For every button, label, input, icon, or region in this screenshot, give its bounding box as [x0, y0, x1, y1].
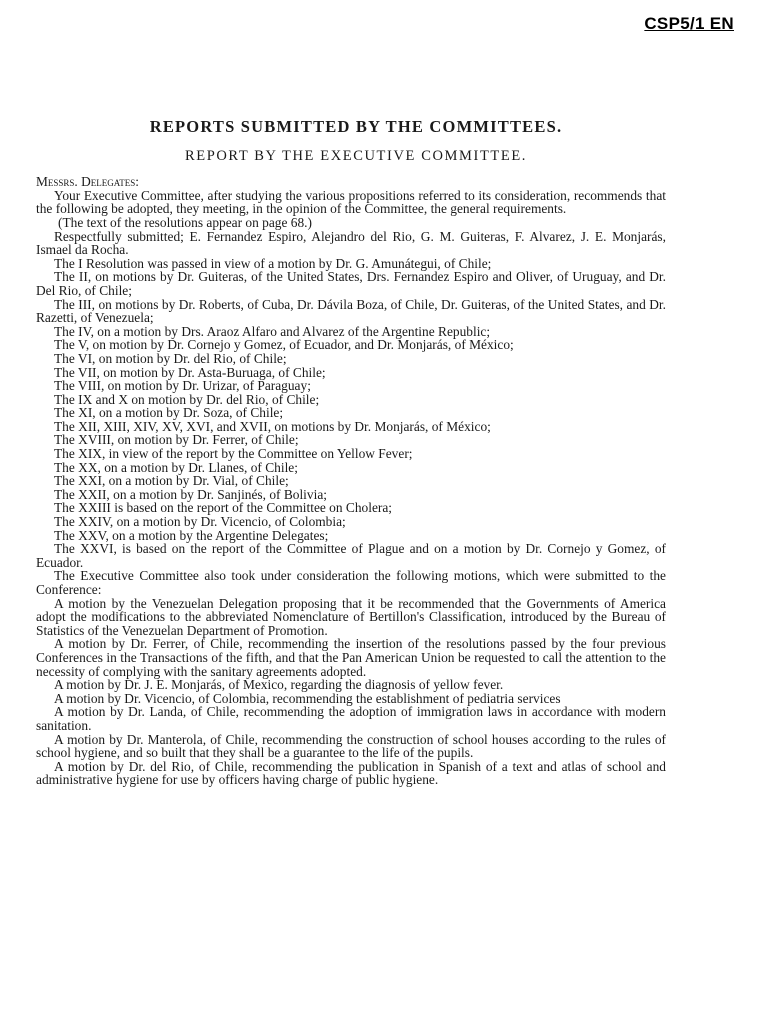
- body-paragraph: The XXII, on a motion by Dr. Sanjinés, of Bolivia;: [54, 486, 327, 502]
- body-paragraph: A motion by Dr. Vicencio, of Colombia, recommending the establishment of pediatria services: [54, 690, 561, 706]
- body-paragraph: The V, on motion by Dr. Cornejo y Gomez, of Ecuador, and Dr. Monjarás, of México;: [54, 337, 514, 353]
- body-paragraph: The IX and X on motion by Dr. del Rio, of Chile;: [54, 391, 320, 407]
- document-code: CSP5/1 EN: [644, 14, 734, 33]
- body-paragraph: The XIX, in view of the report by the Committee on Yellow Fever;: [54, 446, 413, 462]
- body-paragraph: The XI, on a motion by Dr. Soza, of Chile;: [54, 405, 284, 421]
- body-paragraph: The XX, on a motion by Dr. Llanes, of Chile;: [54, 459, 298, 475]
- body-paragraph: The XII, XIII, XIV, XV, XVI, and XVII, on motions by Dr. Monjarás, of México;: [54, 418, 491, 434]
- body-paragraph: Respectfully submitted; E. Fernandez Espiro, Alejandro del Rio, G. M. Guiteras, F. Alvarez, J. E. Monjarás, Ismael da Rocha.: [36, 228, 666, 258]
- body-paragraph: The VI, on motion by Dr. del Rio, of Chile;: [54, 350, 287, 366]
- body-paragraph: The VIII, on motion by Dr. Urizar, of Paraguay;: [54, 378, 311, 394]
- body-paragraph: The VII, on motion by Dr. Asta-Buruaga, of Chile;: [54, 364, 326, 380]
- body-paragraph: (The text of the resolutions appear on page 68.): [58, 214, 312, 230]
- body-paragraph: The XXV, on a motion by the Argentine Delegates;: [54, 527, 329, 543]
- body-paragraph: A motion by Dr. Landa, of Chile, recommending the adoption of immigration laws in accordance with modern sanitation.: [36, 704, 666, 733]
- body-paragraph: The II, on motions by Dr. Guiteras, of the United States, Drs. Fernandez Espiro and Oliver, of Uruguay, and Dr. Del Rio, of Chile;: [36, 269, 666, 298]
- page-title: REPORTS SUBMITTED BY THE COMMITTEES.: [149, 117, 563, 136]
- body-paragraph: The Executive Committee also took under consideration the following motions, which were submitted to the Conference:: [36, 568, 666, 597]
- body-paragraph: The XXIII is based on the report of the Committee on Cholera;: [54, 500, 393, 516]
- document-page: [36, 117, 666, 788]
- body-paragraph: A motion by Dr. Ferrer, of Chile, recommending the insertion of the resolutions passed by the four previous Conferences in the Transactions of the fifth, and that the Pan American Union be requested to call the attention to the necessity of complying with the sanitary agreements adopted.: [36, 636, 666, 679]
- body-paragraph: The XXIV, on a motion by Dr. Vicencio, of Colombia;: [54, 514, 346, 530]
- body-paragraph: A motion by Dr. J. E. Monjarás, of Mexico, regarding the diagnosis of yellow fever.: [54, 677, 504, 693]
- body-paragraph: The XVIII, on motion by Dr. Ferrer, of Chile;: [54, 432, 299, 448]
- page-subtitle: REPORT BY THE EXECUTIVE COMMITTEE.: [184, 147, 528, 164]
- salutation: Messrs. Delegates:: [36, 174, 140, 190]
- body-paragraph: Your Executive Committee, after studying the various propositions referred to its consideration, recommends that the following be adopted, they meeting, in the opinion of the Committee, the general requirements.: [36, 187, 666, 217]
- body-paragraph: The IV, on a motion by Drs. Araoz Alfaro and Alvarez of the Argentine Republic;: [54, 323, 491, 339]
- body-paragraph: A motion by Dr. Manterola, of Chile, recommending the construction of school houses according to the rules of school hygiene, and so built that they shall be a guarantee to the life of the pupils.: [36, 731, 666, 761]
- body-paragraph: The III, on motions by Dr. Roberts, of Cuba, Dr. Dávila Boza, of Chile, Dr. Guiteras, of the United States, and Dr. Razetti, of Venezuela;: [36, 296, 666, 326]
- body-paragraph: The I Resolution was passed in view of a motion by Dr. G. Amunátegui, of Chile;: [54, 255, 492, 271]
- body-paragraph: A motion by Dr. del Rio, of Chile, recommending the publication in Spanish of a text and atlas of school and administrative hygiene for use by officers having charge of public hygiene.: [36, 758, 666, 788]
- body-paragraph: The XXI, on a motion by Dr. Vial, of Chile;: [54, 473, 289, 489]
- document-body: [36, 189, 666, 787]
- body-paragraph: The XXVI, is based on the report of the Committee of Plague and on a motion by Dr. Cornejo y Gomez, of Ecuador.: [36, 541, 666, 570]
- body-paragraph: A motion by the Venezuelan Delegation proposing that it be recommended that the Governments of America adopt the modifications to the abbreviated Nomenclature of Bertillon's Classification, introduced by the Bureau of Statistics of the Venezuelan Department of Promotion.: [36, 595, 666, 638]
